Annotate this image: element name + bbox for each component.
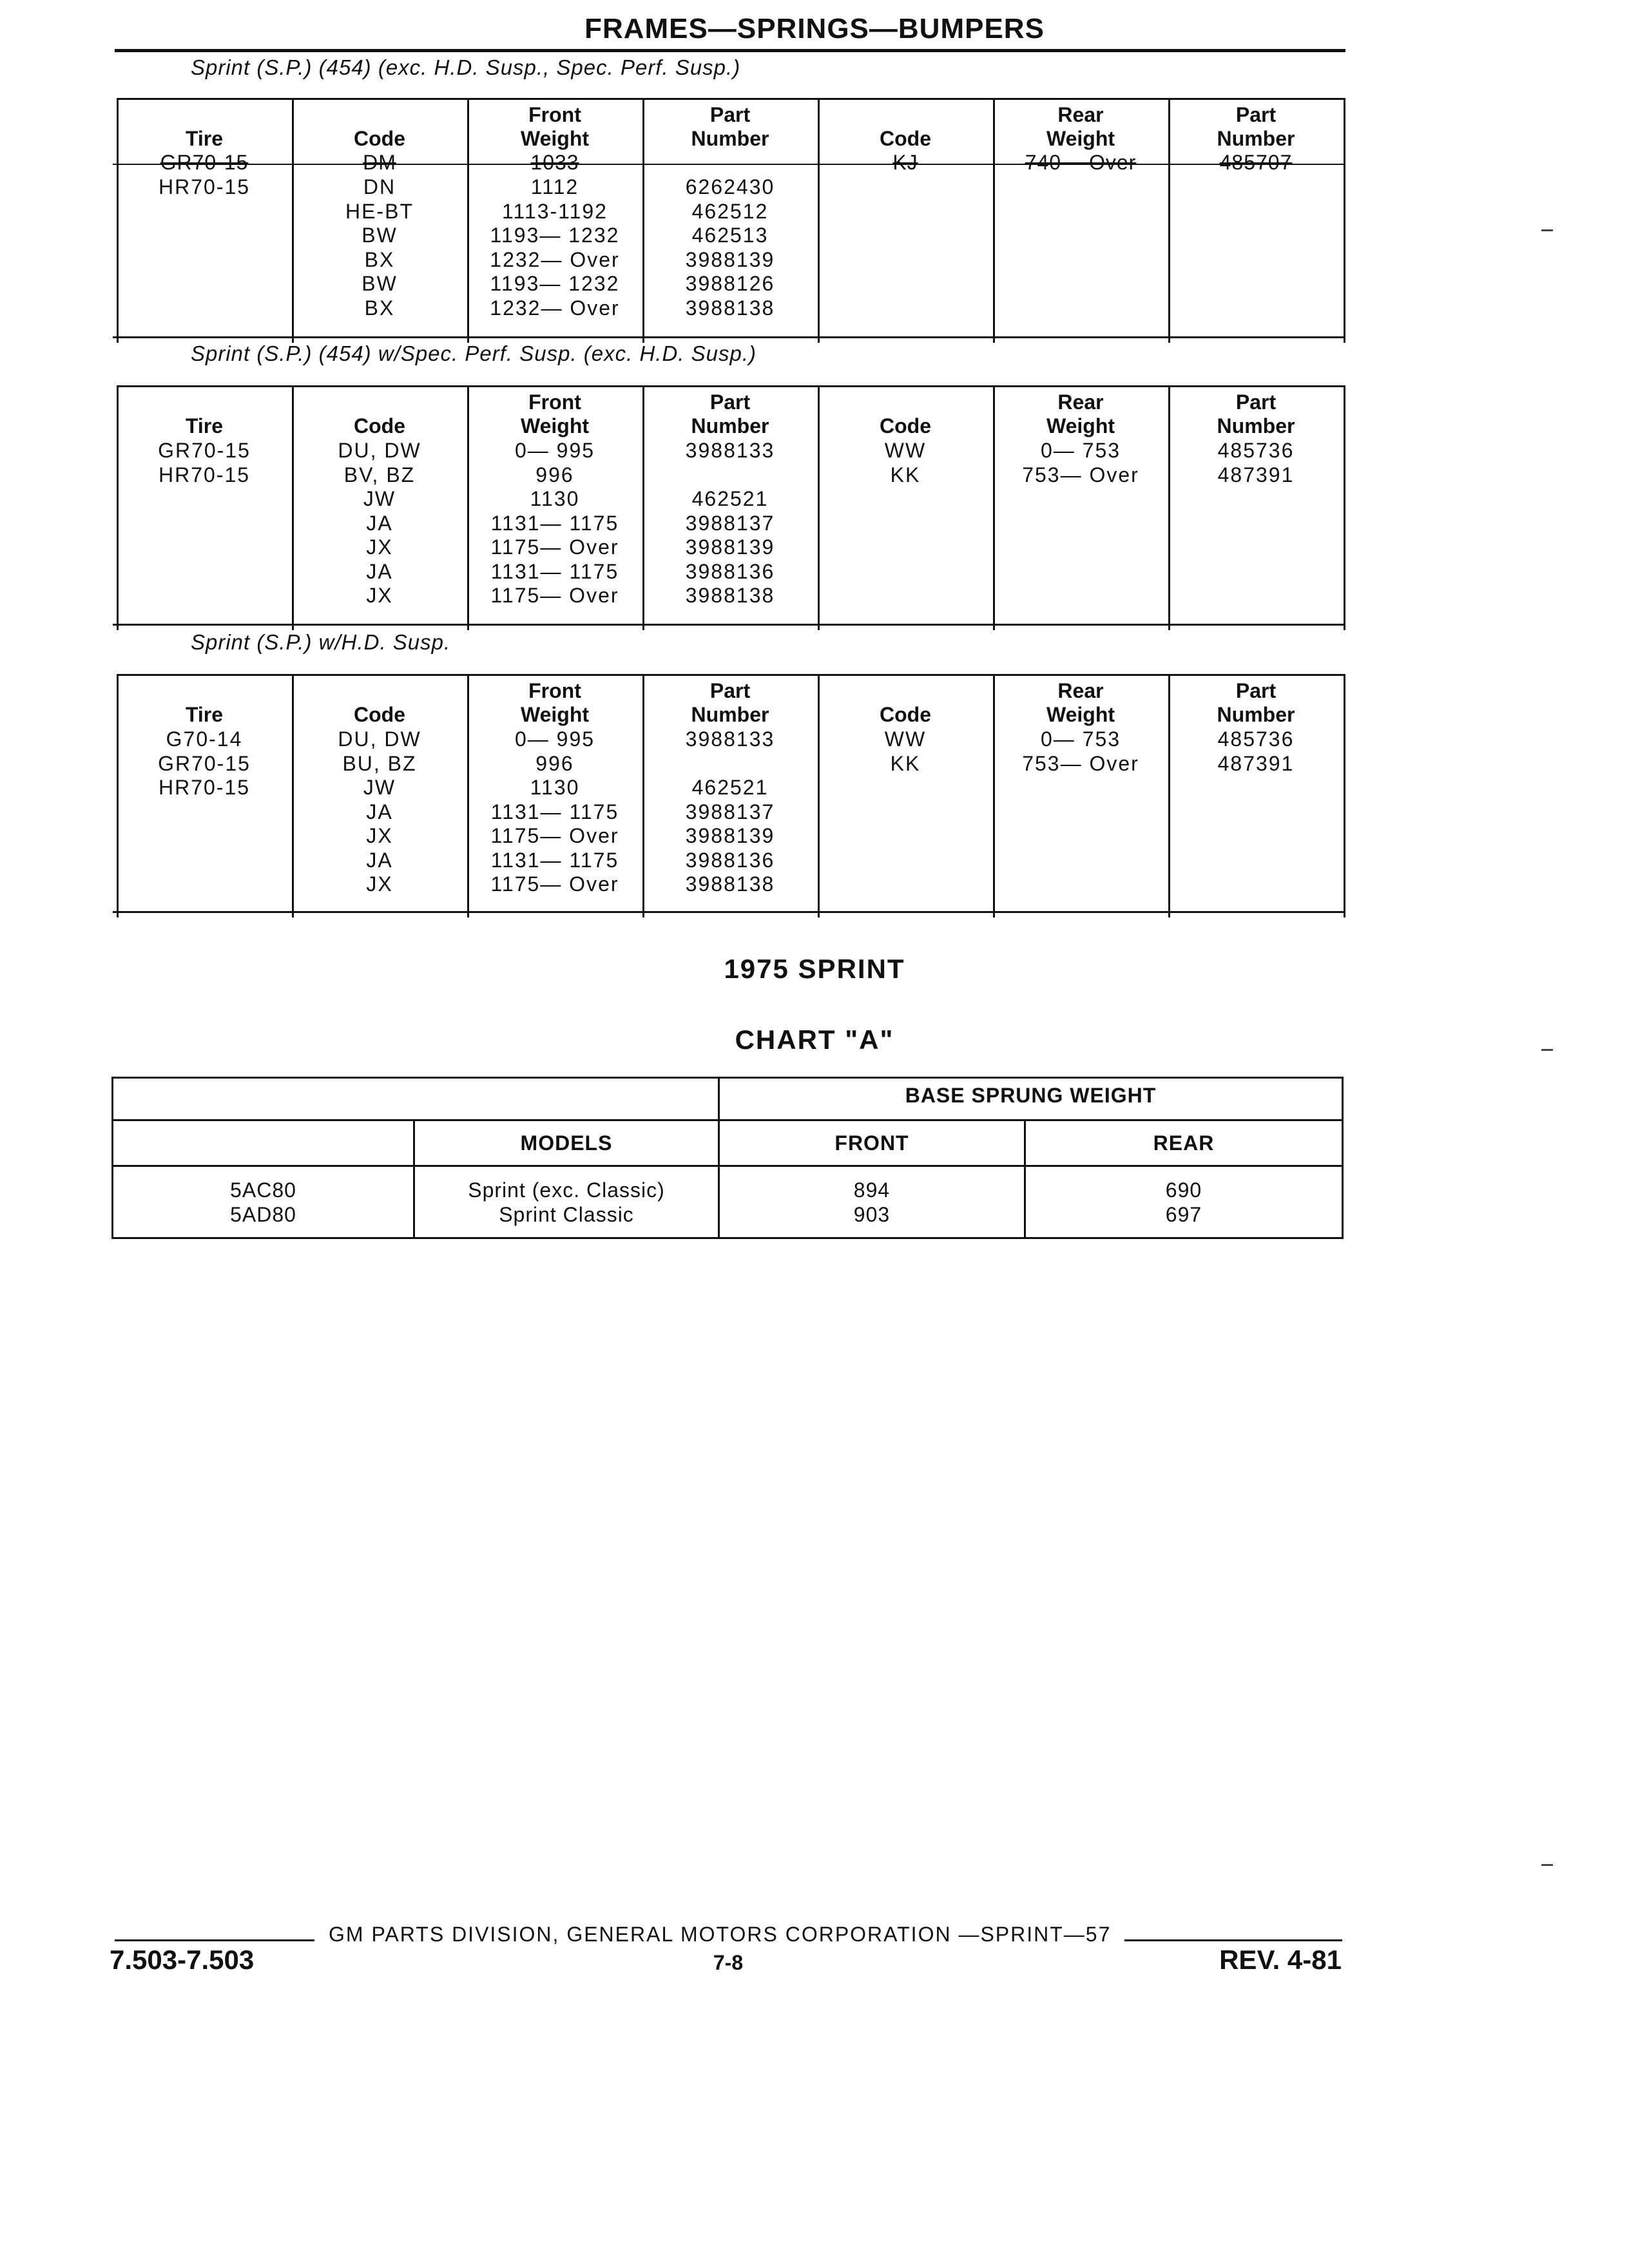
cell-rear-code: WW — [884, 439, 927, 462]
cell-code: BU, BZ — [342, 751, 417, 775]
column-header: Rear — [1057, 390, 1104, 414]
chart-row-code: 5AD80 — [230, 1203, 296, 1226]
column-header: Part — [709, 390, 751, 414]
table-rule — [1344, 98, 1345, 343]
cell-part-number: 3988139 — [685, 535, 775, 559]
cell-front-weight: 1131— 1175 — [490, 848, 619, 872]
cell-front-weight: 1232— Over — [490, 296, 620, 320]
column-header: Rear — [1057, 679, 1104, 702]
cell-front-weight: 1175— Over — [490, 584, 619, 607]
cell-tire: HR70-15 — [158, 776, 251, 799]
column-header: Part — [709, 103, 751, 126]
cell-front-weight: 996 — [535, 463, 574, 486]
cell-code: JX — [366, 872, 393, 896]
cell-code: BW — [361, 272, 398, 295]
column-header: Weight — [1046, 414, 1115, 437]
cell-tire: HR70-15 — [158, 463, 251, 486]
cell-code: BW — [361, 224, 398, 247]
column-header: Weight — [520, 414, 590, 437]
cell-code: HE-BT — [345, 199, 414, 223]
chart-row-rear: 690 — [1165, 1178, 1202, 1202]
cell-rear-weight: 753— Over — [1022, 751, 1139, 775]
title-rule — [115, 49, 1345, 52]
chart-heading: 1975 SPRINT — [724, 954, 905, 984]
column-header: Part — [1235, 679, 1277, 702]
cell-part-number: 3988126 — [685, 272, 775, 295]
cell-code: JA — [366, 559, 393, 583]
chart-row-front: 903 — [853, 1203, 891, 1226]
margin-mark — [1541, 229, 1553, 231]
column-header: Number — [1217, 703, 1295, 726]
cell-rear-part: 487391 — [1217, 751, 1295, 775]
cell-code: BV, BZ — [343, 463, 416, 486]
cell-part-number: 3988136 — [685, 848, 775, 872]
cell-front-weight: 1175— Over — [490, 872, 619, 896]
table-caption: Sprint (S.P.) (454) w/Spec. Perf. Susp. (exc. H.D. Susp.) — [191, 341, 757, 365]
cell-code: BX — [364, 247, 395, 271]
chart-row-code: 5AC80 — [230, 1178, 296, 1202]
cell-code: DU, DW — [338, 439, 421, 462]
cell-tire: GR70-15 — [158, 751, 251, 775]
cell-code: JX — [366, 584, 393, 607]
column-header: Weight — [1046, 703, 1115, 726]
cell-part-number: 3988136 — [685, 559, 775, 583]
chart-row-model: Sprint (exc. Classic) — [468, 1178, 665, 1202]
page-title: FRAMES—SPRINGS—BUMPERS — [584, 13, 1045, 44]
column-header: Number — [691, 127, 769, 150]
cell-rear-code: KK — [890, 463, 921, 486]
column-header: Part — [1235, 390, 1277, 414]
cell-part-number: 3988137 — [685, 800, 775, 823]
cell-front-weight: 1130 — [530, 776, 580, 799]
cell-rear-weight: 0— 753 — [1040, 727, 1121, 751]
cell-part-number: 462521 — [691, 776, 769, 799]
cell-part-number: 462513 — [691, 224, 769, 247]
cell-front-weight: 1232— Over — [490, 247, 620, 271]
table-caption: Sprint (S.P.) w/H.D. Susp. — [191, 630, 451, 654]
table-rule — [1344, 385, 1345, 630]
cell-part-number: 3988133 — [685, 439, 775, 462]
cell-rear-code: KK — [890, 751, 921, 775]
chart-rule — [111, 1165, 1344, 1167]
chart-rule — [1342, 1077, 1344, 1239]
column-header: Code — [880, 127, 931, 150]
cell-front-weight: 0— 995 — [514, 439, 595, 462]
struck-code: DM — [363, 151, 396, 174]
table-rule — [113, 624, 1345, 626]
margin-mark — [1541, 1864, 1553, 1866]
cell-tire: GR70-15 — [158, 439, 251, 462]
cell-part-number: 462521 — [691, 487, 769, 510]
cell-part-number: 3988139 — [685, 824, 775, 847]
chart-row-model: Sprint Classic — [499, 1203, 634, 1226]
rear-header: REAR — [1153, 1131, 1215, 1155]
footer-rule-left — [115, 1939, 314, 1941]
chart-rule — [111, 1077, 1344, 1079]
cell-part-number: 3988139 — [685, 247, 775, 271]
cell-front-weight: 1130 — [530, 487, 580, 510]
struck-tire: GR70-15 — [160, 151, 249, 174]
cell-part-number: 3988133 — [685, 727, 775, 751]
column-header: Code — [880, 414, 931, 437]
footer-rule-right — [1124, 1939, 1342, 1941]
column-header: Number — [691, 703, 769, 726]
cell-code: DU, DW — [338, 727, 421, 751]
column-header: Code — [354, 414, 405, 437]
chart-row-rear: 697 — [1165, 1203, 1202, 1226]
cell-rear-weight: 753— Over — [1022, 463, 1139, 486]
chart-row-front: 894 — [853, 1178, 891, 1202]
column-header: Weight — [1046, 127, 1115, 150]
cell-code: JA — [366, 848, 393, 872]
footer-left: 7.503-7.503 — [110, 1945, 255, 1975]
cell-part-number: 3988138 — [685, 584, 775, 607]
table-rule — [117, 674, 1345, 676]
table-rule — [117, 98, 1345, 100]
struck-rear-weight: 740— Over — [1025, 151, 1137, 174]
column-header: Rear — [1057, 103, 1104, 126]
cell-code: JX — [366, 824, 393, 847]
cell-part-number: 3988138 — [685, 872, 775, 896]
column-header: Front — [528, 390, 581, 414]
column-header: Number — [691, 414, 769, 437]
column-header: Front — [528, 679, 581, 702]
cell-code: JA — [366, 511, 393, 535]
table-rule — [1344, 674, 1345, 918]
cell-code: JW — [363, 487, 396, 510]
footer-publisher: GM PARTS DIVISION, GENERAL MOTORS CORPORATION —SPRINT—57 — [329, 1923, 1112, 1946]
footer-page-number: 7-8 — [713, 1951, 744, 1974]
struck-rear-code: KJ — [892, 151, 918, 174]
column-header: Tire — [185, 127, 224, 150]
cell-code: JA — [366, 800, 393, 823]
column-header: Front — [528, 103, 581, 126]
group-header: BASE SPRUNG WEIGHT — [905, 1084, 1157, 1107]
cell-code: BX — [364, 296, 395, 320]
cell-front-weight: 0— 995 — [514, 727, 595, 751]
chart-rule — [111, 1237, 1344, 1239]
cell-front-weight: 1112 — [530, 175, 579, 198]
struck-rear-part: 485707 — [1219, 151, 1293, 174]
cell-part-number: 462512 — [691, 199, 769, 223]
column-header: Code — [354, 127, 405, 150]
table-caption: Sprint (S.P.) (454) (exc. H.D. Susp., Spec. Perf. Susp.) — [191, 55, 741, 79]
column-header: Number — [1217, 414, 1295, 437]
front-header: FRONT — [834, 1131, 909, 1155]
column-header: Weight — [520, 703, 590, 726]
struck-front-weight: 1033 — [530, 151, 579, 174]
cell-part-number: 6262430 — [685, 175, 775, 198]
chart-subheading: CHART "A" — [735, 1024, 894, 1055]
cell-tire: HR70-15 — [158, 175, 251, 198]
cell-rear-part: 485736 — [1217, 439, 1295, 462]
cell-rear-code: WW — [884, 727, 927, 751]
cell-front-weight: 1175— Over — [490, 824, 619, 847]
cell-front-weight: 1131— 1175 — [490, 511, 619, 535]
table-rule — [113, 911, 1345, 913]
cell-tire: G70-14 — [166, 727, 243, 751]
column-header: Tire — [185, 703, 224, 726]
column-header: Tire — [185, 414, 224, 437]
cell-code: JW — [363, 776, 396, 799]
column-header: Part — [1235, 103, 1277, 126]
cell-part-number: 3988137 — [685, 511, 775, 535]
cell-code: JX — [366, 535, 393, 559]
table-rule — [117, 385, 1345, 387]
cell-rear-part: 487391 — [1217, 463, 1295, 486]
models-header: MODELS — [520, 1131, 613, 1155]
cell-part-number: 3988138 — [685, 296, 775, 320]
footer-revision: REV. 4-81 — [1219, 1945, 1342, 1975]
cell-front-weight: 996 — [535, 751, 574, 775]
column-header: Part — [709, 679, 751, 702]
column-header: Code — [880, 703, 931, 726]
cell-front-weight: 1131— 1175 — [490, 559, 619, 583]
table-rule — [113, 336, 1345, 338]
chart-rule — [111, 1119, 1344, 1121]
column-header: Weight — [520, 127, 590, 150]
cell-rear-part: 485736 — [1217, 727, 1295, 751]
cell-front-weight: 1131— 1175 — [490, 800, 619, 823]
column-header: Code — [354, 703, 405, 726]
cell-front-weight: 1193— 1232 — [490, 272, 620, 295]
cell-rear-weight: 0— 753 — [1040, 439, 1121, 462]
cell-front-weight: 1193— 1232 — [490, 224, 620, 247]
cell-code: DN — [363, 175, 396, 198]
cell-front-weight: 1175— Over — [490, 535, 619, 559]
column-header: Number — [1217, 127, 1295, 150]
cell-front-weight: 1113-1192 — [502, 199, 608, 223]
